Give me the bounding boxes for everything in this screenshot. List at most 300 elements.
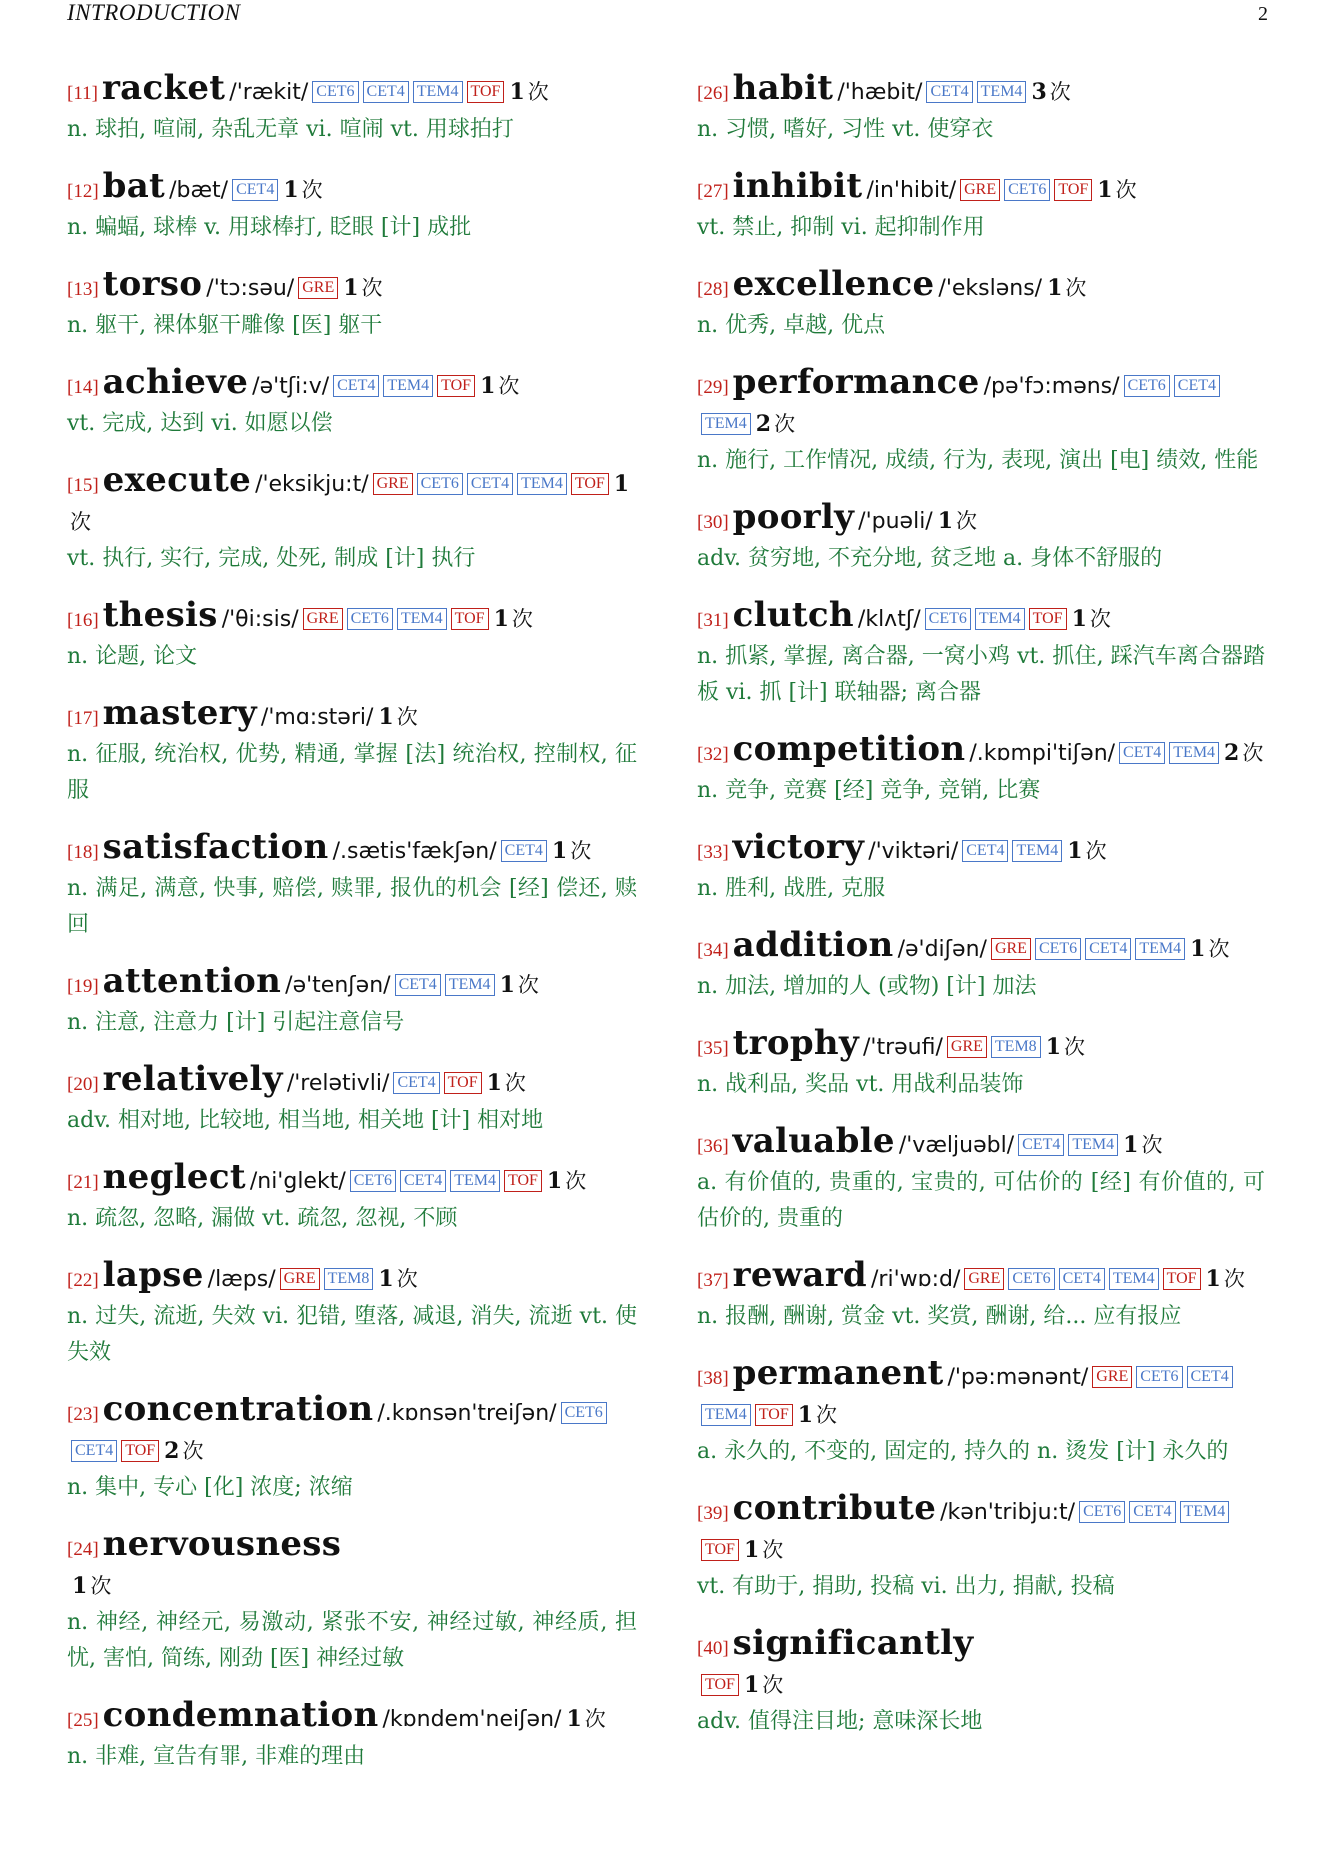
entry-number: [12] bbox=[67, 181, 99, 202]
count-unit: 次 bbox=[396, 1267, 418, 1291]
occurrence-count: 1 bbox=[1045, 1034, 1061, 1060]
exam-tag: CET4 bbox=[71, 1440, 117, 1462]
entry-pronunciation: /'mɑ:stəri/ bbox=[260, 705, 374, 730]
exam-tag: GRE bbox=[964, 1268, 1004, 1290]
occurrence-count: 1 bbox=[937, 508, 954, 534]
exam-tag: CET6 bbox=[925, 608, 971, 630]
occurrence-count: 1 bbox=[1067, 838, 1083, 864]
entry-headline bbox=[697, 927, 1265, 969]
occurrence-count: 1 bbox=[378, 704, 394, 730]
entry-pronunciation: /.kɒnsən'treiʃən/ bbox=[377, 1401, 557, 1426]
entry-definition: n. 胜利, 战胜, 克服 bbox=[697, 876, 886, 901]
vocab-entry bbox=[697, 70, 1265, 148]
entry-word: performance bbox=[732, 362, 980, 402]
vocab-entry bbox=[697, 168, 1265, 246]
entry-headline bbox=[67, 1257, 637, 1299]
exam-tag: TOF bbox=[467, 81, 505, 103]
page-number: 2 bbox=[1258, 3, 1268, 25]
entry-word: execute bbox=[102, 460, 252, 500]
exam-tag: TEM4 bbox=[1068, 1134, 1118, 1156]
count-unit: 次 bbox=[956, 509, 978, 533]
entry-pronunciation: /'pə:mənənt/ bbox=[947, 1365, 1089, 1390]
exam-tag: CET6 bbox=[312, 81, 358, 103]
entry-pronunciation: /klʌtʃ/ bbox=[857, 607, 921, 632]
occurrence-count: 1 bbox=[546, 1168, 563, 1194]
entry-number: [33] bbox=[697, 842, 729, 863]
entry-definition: n. 优秀, 卓越, 优点 bbox=[697, 313, 886, 338]
occurrence-count: 1 bbox=[1071, 606, 1087, 632]
entry-word: trophy bbox=[732, 1023, 860, 1063]
entry-definition: a. 有价值的, 贵重的, 宝贵的, 可估价的 [经] 有价值的, 可估价的, 贵重的 bbox=[697, 1170, 1265, 1231]
exam-tag: CET6 bbox=[350, 1170, 396, 1192]
exam-tag: CET4 bbox=[400, 1170, 446, 1192]
entry-definition: n. 非难, 宣告有罪, 非难的理由 bbox=[67, 1744, 366, 1769]
vocab-entry bbox=[67, 364, 637, 442]
count-unit: 次 bbox=[570, 839, 592, 863]
exam-tag: CET4 bbox=[1129, 1501, 1175, 1523]
entry-word: attention bbox=[102, 961, 282, 1001]
exam-tag: TEM4 bbox=[975, 608, 1025, 630]
entry-definition: n. 竞争, 竞赛 [经] 竞争, 竞销, 比赛 bbox=[697, 778, 1041, 803]
occurrence-count: 1 bbox=[486, 1070, 502, 1096]
entry-pronunciation: /'hæbit/ bbox=[837, 80, 923, 105]
exam-tag: CET6 bbox=[1035, 938, 1081, 960]
entry-number: [28] bbox=[697, 279, 729, 300]
exam-tag: CET6 bbox=[417, 473, 463, 495]
entry-definition: n. 神经, 神经元, 易激动, 紧张不安, 神经过敏, 神经质, 担忧, 害怕, 简练, 刚劲 [医] 神经过敏 bbox=[67, 1610, 637, 1671]
entry-pronunciation: /'trəufi/ bbox=[863, 1035, 943, 1060]
vocab-entry bbox=[67, 1697, 637, 1775]
entry-word: addition bbox=[732, 925, 894, 965]
entry-headline bbox=[697, 266, 1265, 308]
exam-tag: TEM4 bbox=[397, 608, 447, 630]
occurrence-count: 1 bbox=[480, 373, 496, 399]
exam-tag: CET6 bbox=[1004, 179, 1050, 201]
exam-tag: TEM4 bbox=[445, 974, 495, 996]
count-unit: 次 bbox=[1208, 937, 1230, 961]
entry-pronunciation: /'rækit/ bbox=[229, 80, 309, 105]
vocab-entry bbox=[67, 1159, 637, 1237]
exam-tag: CET4 bbox=[1018, 1134, 1064, 1156]
exam-tag: TEM4 bbox=[977, 81, 1027, 103]
entry-headline bbox=[697, 168, 1265, 210]
entry-word: reward bbox=[732, 1255, 867, 1295]
occurrence-count: 2 bbox=[164, 1438, 180, 1464]
entry-word: permanent bbox=[732, 1353, 944, 1393]
count-unit: 次 bbox=[565, 1169, 587, 1193]
exam-tag: CET6 bbox=[347, 608, 393, 630]
entry-word: habit bbox=[732, 68, 834, 108]
entry-pronunciation: /'viktəri/ bbox=[868, 839, 959, 864]
vocab-entry bbox=[67, 1526, 637, 1677]
exam-tag: CET6 bbox=[1124, 375, 1170, 397]
count-unit: 次 bbox=[498, 374, 520, 398]
vocab-entry bbox=[67, 829, 637, 943]
entry-definition: n. 征服, 统治权, 优势, 精通, 掌握 [法] 统治权, 控制权, 征服 bbox=[67, 742, 637, 803]
entry-number: [16] bbox=[67, 610, 99, 631]
occurrence-count: 2 bbox=[1224, 740, 1240, 766]
entry-number: [40] bbox=[697, 1638, 729, 1659]
entry-number: [20] bbox=[67, 1074, 99, 1095]
entry-pronunciation: /bæt/ bbox=[169, 178, 229, 203]
entry-word: poorly bbox=[732, 497, 855, 537]
entry-headline bbox=[67, 1391, 637, 1470]
occurrence-count: 3 bbox=[1031, 79, 1047, 105]
vocab-entry bbox=[697, 1257, 1265, 1335]
entry-headline bbox=[67, 829, 637, 871]
entry-pronunciation: /ə'tʃi:v/ bbox=[252, 374, 330, 399]
vocab-entry bbox=[67, 1391, 637, 1506]
occurrence-count: 1 bbox=[493, 606, 509, 632]
entry-word: competition bbox=[732, 729, 966, 769]
vocab-entry bbox=[67, 168, 637, 246]
exam-tag: CET4 bbox=[1174, 375, 1220, 397]
entry-word: victory bbox=[732, 827, 865, 867]
entry-number: [19] bbox=[67, 976, 99, 997]
entry-definition: n. 疏忽, 忽略, 漏做 vt. 疏忽, 忽视, 不顾 bbox=[67, 1206, 458, 1231]
entry-definition: n. 满足, 满意, 快事, 赔偿, 赎罪, 报仇的机会 [经] 偿还, 赎回 bbox=[67, 876, 637, 937]
entry-headline bbox=[67, 597, 637, 639]
occurrence-count: 1 bbox=[509, 79, 525, 105]
entry-headline bbox=[697, 499, 1265, 541]
entry-headline bbox=[697, 1490, 1265, 1569]
count-unit: 次 bbox=[1049, 80, 1071, 104]
occurrence-count: 1 bbox=[378, 1266, 394, 1292]
entry-word: relatively bbox=[102, 1059, 283, 1099]
left-column bbox=[67, 70, 637, 1795]
entry-word: mastery bbox=[102, 693, 257, 733]
entry-word: significantly bbox=[732, 1623, 974, 1663]
entry-number: [13] bbox=[67, 279, 99, 300]
entry-definition: n. 躯干, 裸体躯干雕像 [医] 躯干 bbox=[67, 313, 383, 338]
exam-tag: GRE bbox=[280, 1268, 320, 1290]
occurrence-count: 1 bbox=[1205, 1266, 1221, 1292]
entry-number: [38] bbox=[697, 1368, 729, 1389]
entry-pronunciation: /kɒndem'neiʃən/ bbox=[382, 1707, 562, 1732]
exam-tag: TEM4 bbox=[1135, 938, 1185, 960]
entry-number: [23] bbox=[67, 1404, 99, 1425]
occurrence-count: 1 bbox=[797, 1402, 814, 1428]
entry-word: valuable bbox=[732, 1121, 895, 1161]
entry-definition: adv. 值得注目地; 意味深长地 bbox=[697, 1709, 983, 1734]
count-unit: 次 bbox=[70, 510, 91, 534]
entry-definition: n. 注意, 注意力 [计] 引起注意信号 bbox=[67, 1010, 405, 1035]
entry-word: contribute bbox=[732, 1488, 937, 1528]
exam-tag: GRE bbox=[373, 473, 413, 495]
entry-headline bbox=[697, 1257, 1265, 1299]
occurrence-count: 1 bbox=[283, 177, 299, 203]
exam-tag: TOF bbox=[1029, 608, 1067, 630]
exam-tag: CET4 bbox=[1119, 742, 1165, 764]
count-unit: 次 bbox=[511, 607, 533, 631]
occurrence-count: 1 bbox=[566, 1706, 582, 1732]
entry-pronunciation: /'relətivli/ bbox=[286, 1071, 390, 1096]
exam-tag: GRE bbox=[991, 938, 1031, 960]
vocab-entry bbox=[67, 462, 637, 577]
entry-headline bbox=[67, 462, 637, 541]
entry-headline bbox=[67, 70, 637, 112]
exam-tag: TOF bbox=[444, 1072, 482, 1094]
entry-definition: n. 习惯, 嗜好, 习性 vt. 使穿衣 bbox=[697, 117, 994, 142]
entry-word: torso bbox=[102, 264, 203, 304]
occurrence-count: 1 bbox=[72, 1573, 88, 1599]
entry-headline bbox=[67, 695, 637, 737]
vocab-entry bbox=[67, 266, 637, 344]
entry-headline bbox=[697, 1625, 1265, 1704]
count-unit: 次 bbox=[1064, 1035, 1085, 1059]
entry-number: [34] bbox=[697, 940, 729, 961]
entry-number: [39] bbox=[697, 1503, 729, 1524]
exam-tag: CET4 bbox=[363, 81, 409, 103]
vocab-entry bbox=[67, 1061, 637, 1139]
entry-pronunciation: /ni'glekt/ bbox=[249, 1169, 346, 1194]
vocab-entry bbox=[697, 266, 1265, 344]
exam-tag: TOF bbox=[1163, 1268, 1201, 1290]
exam-tag: CET4 bbox=[926, 81, 972, 103]
exam-tag: CET4 bbox=[1187, 1366, 1233, 1388]
count-unit: 次 bbox=[301, 178, 323, 202]
exam-tag: CET6 bbox=[1079, 1501, 1125, 1523]
count-unit: 次 bbox=[1115, 178, 1137, 202]
vocab-entry bbox=[697, 1355, 1265, 1470]
exam-tag: TOF bbox=[437, 375, 475, 397]
exam-tag: TEM4 bbox=[517, 473, 567, 495]
entry-word: inhibit bbox=[732, 166, 863, 206]
count-unit: 次 bbox=[396, 705, 418, 729]
count-unit: 次 bbox=[517, 973, 539, 997]
entry-word: racket bbox=[101, 68, 226, 108]
exam-tag: CET4 bbox=[395, 974, 441, 996]
entry-number: [15] bbox=[67, 475, 99, 496]
exam-tag: TEM4 bbox=[1169, 742, 1219, 764]
exam-tag: TEM4 bbox=[701, 1404, 751, 1426]
entry-headline bbox=[67, 266, 637, 308]
entry-word: bat bbox=[102, 166, 166, 206]
count-unit: 次 bbox=[361, 276, 383, 300]
entry-pronunciation: /'væljuəbl/ bbox=[898, 1133, 1015, 1158]
entry-pronunciation: /'puəli/ bbox=[858, 509, 933, 534]
entry-definition: vt. 有助于, 捐助, 投稿 vi. 出力, 捐献, 投稿 bbox=[697, 1574, 1115, 1599]
entry-number: [17] bbox=[67, 708, 99, 729]
entry-definition: n. 球拍, 喧闹, 杂乱无章 vi. 喧闹 vt. 用球拍打 bbox=[67, 117, 514, 142]
entry-pronunciation: /'eksikju:t/ bbox=[255, 472, 369, 497]
count-unit: 次 bbox=[762, 1538, 784, 1562]
entry-headline bbox=[67, 1697, 637, 1739]
count-unit: 次 bbox=[504, 1071, 526, 1095]
count-unit: 次 bbox=[1242, 741, 1264, 765]
entry-number: [37] bbox=[697, 1270, 729, 1291]
exam-tag: GRE bbox=[303, 608, 343, 630]
count-unit: 次 bbox=[762, 1673, 784, 1697]
entry-number: [24] bbox=[67, 1539, 99, 1560]
exam-tag: TEM4 bbox=[1109, 1268, 1159, 1290]
entry-word: satisfaction bbox=[102, 827, 329, 867]
entry-headline bbox=[67, 1061, 637, 1103]
entry-definition: adv. 贫穷地, 不充分地, 贫乏地 a. 身体不舒服的 bbox=[697, 546, 1163, 571]
entry-pronunciation: /ə'tenʃən/ bbox=[285, 973, 391, 998]
entry-headline bbox=[697, 1025, 1265, 1067]
entry-headline bbox=[697, 731, 1265, 773]
occurrence-count: 1 bbox=[743, 1537, 760, 1563]
occurrence-count: 1 bbox=[743, 1672, 760, 1698]
entry-headline bbox=[67, 1526, 637, 1605]
exam-tag: CET6 bbox=[561, 1402, 607, 1424]
exam-tag: CET4 bbox=[1059, 1268, 1105, 1290]
entry-pronunciation: /in'hibit/ bbox=[866, 178, 957, 203]
exam-tag: TOF bbox=[121, 1440, 159, 1462]
entry-number: [36] bbox=[697, 1136, 729, 1157]
vocab-entry bbox=[67, 1257, 637, 1371]
vocab-entry bbox=[697, 1490, 1265, 1605]
entry-pronunciation: /.kɒmpi'tiʃən/ bbox=[969, 741, 1116, 766]
exam-tag: GRE bbox=[1092, 1366, 1132, 1388]
entry-number: [29] bbox=[697, 377, 729, 398]
exam-tag: TEM8 bbox=[991, 1036, 1041, 1058]
vocab-entry bbox=[697, 1123, 1265, 1237]
count-unit: 次 bbox=[527, 80, 549, 104]
entry-headline bbox=[67, 364, 637, 406]
occurrence-count: 1 bbox=[499, 972, 515, 998]
entry-definition: vt. 完成, 达到 vi. 如愿以偿 bbox=[67, 411, 333, 436]
occurrence-count: 1 bbox=[343, 275, 359, 301]
entry-definition: adv. 相对地, 比较地, 相当地, 相关地 [计] 相对地 bbox=[67, 1108, 544, 1133]
exam-tag: TOF bbox=[504, 1170, 542, 1192]
entry-definition: vt. 禁止, 抑制 vi. 起抑制作用 bbox=[697, 215, 985, 240]
exam-tag: CET4 bbox=[501, 840, 547, 862]
exam-tag: CET4 bbox=[467, 473, 513, 495]
exam-tag: TEM4 bbox=[1012, 840, 1062, 862]
entry-number: [27] bbox=[697, 181, 729, 202]
vocab-entry bbox=[697, 364, 1265, 479]
vocab-entry bbox=[697, 499, 1265, 577]
entry-number: [26] bbox=[697, 83, 729, 104]
entry-pronunciation: /kən'tribju:t/ bbox=[940, 1500, 1076, 1525]
entry-pronunciation: /ri'wɒ:d/ bbox=[871, 1267, 961, 1292]
entry-headline bbox=[67, 963, 637, 1005]
vocab-entry bbox=[697, 927, 1265, 1005]
count-unit: 次 bbox=[182, 1439, 204, 1463]
vocab-entry bbox=[67, 695, 637, 809]
entry-word: condemnation bbox=[102, 1695, 379, 1735]
entry-word: nervousness bbox=[102, 1524, 342, 1564]
entry-definition: n. 过失, 流逝, 失效 vi. 犯错, 堕落, 减退, 消失, 流逝 vt. 使失效 bbox=[67, 1304, 637, 1365]
occurrence-count: 1 bbox=[1097, 177, 1113, 203]
exam-tag: TEM4 bbox=[450, 1170, 500, 1192]
entry-headline bbox=[67, 1159, 637, 1201]
entry-pronunciation: /pə'fɔ:məns/ bbox=[983, 374, 1120, 399]
count-unit: 次 bbox=[90, 1574, 112, 1598]
vocab-entry bbox=[697, 1625, 1265, 1740]
count-unit: 次 bbox=[1223, 1267, 1245, 1291]
exam-tag: CET4 bbox=[333, 375, 379, 397]
entry-pronunciation: /læps/ bbox=[207, 1267, 276, 1292]
exam-tag: TEM4 bbox=[1180, 1501, 1230, 1523]
exam-tag: TOF bbox=[701, 1539, 739, 1561]
page-header-title: INTRODUCTION bbox=[67, 0, 241, 25]
entry-pronunciation: /'tɔ:səu/ bbox=[206, 276, 295, 301]
entry-definition: n. 抓紧, 掌握, 离合器, 一窝小鸡 vt. 抓住, 踩汽车离合器踏板 vi. 抓 [计] 联轴器; 离合器 bbox=[697, 644, 1265, 705]
entry-definition: n. 集中, 专心 [化] 浓度; 浓缩 bbox=[67, 1475, 353, 1500]
exam-tag: CET4 bbox=[232, 179, 278, 201]
count-unit: 次 bbox=[1085, 839, 1107, 863]
entry-headline bbox=[67, 168, 637, 210]
count-unit: 次 bbox=[816, 1403, 838, 1427]
entry-word: concentration bbox=[102, 1389, 374, 1429]
count-unit: 次 bbox=[1065, 276, 1087, 300]
vocab-entry bbox=[697, 1025, 1265, 1103]
exam-tag: CET6 bbox=[1008, 1268, 1054, 1290]
entry-number: [25] bbox=[67, 1710, 99, 1731]
exam-tag: GRE bbox=[947, 1036, 987, 1058]
page-header bbox=[0, 0, 1322, 40]
occurrence-count: 1 bbox=[1190, 936, 1206, 962]
entry-word: lapse bbox=[102, 1255, 204, 1295]
entry-headline bbox=[697, 1123, 1265, 1165]
exam-tag: TEM4 bbox=[383, 375, 433, 397]
entry-number: [35] bbox=[697, 1038, 729, 1059]
exam-tag: TEM8 bbox=[324, 1268, 374, 1290]
count-unit: 次 bbox=[1089, 607, 1111, 631]
occurrence-count: 2 bbox=[755, 411, 772, 437]
exam-tag: TOF bbox=[755, 1404, 793, 1426]
entry-definition: vt. 执行, 实行, 完成, 处死, 制成 [计] 执行 bbox=[67, 546, 476, 571]
occurrence-count: 1 bbox=[551, 838, 568, 864]
entry-number: [32] bbox=[697, 744, 729, 765]
entry-pronunciation: /.sætis'fækʃən/ bbox=[332, 839, 497, 864]
count-unit: 次 bbox=[1141, 1133, 1163, 1157]
vocab-entry bbox=[67, 70, 637, 148]
entry-word: thesis bbox=[102, 595, 218, 635]
vocab-entry bbox=[67, 963, 637, 1041]
entry-definition: n. 战利品, 奖品 vt. 用战利品装饰 bbox=[697, 1072, 1024, 1097]
entry-definition: a. 永久的, 不变的, 固定的, 持久的 n. 烫发 [计] 永久的 bbox=[697, 1439, 1229, 1464]
entry-word: clutch bbox=[732, 595, 854, 635]
entry-definition: n. 施行, 工作情况, 成绩, 行为, 表现, 演出 [电] 绩效, 性能 bbox=[697, 448, 1259, 473]
occurrence-count: 1 bbox=[1123, 1132, 1139, 1158]
right-column bbox=[697, 70, 1265, 1760]
exam-tag: TOF bbox=[451, 608, 489, 630]
exam-tag: CET6 bbox=[1136, 1366, 1182, 1388]
entry-headline bbox=[697, 829, 1265, 871]
entry-number: [18] bbox=[67, 842, 99, 863]
entry-headline bbox=[697, 364, 1265, 443]
entry-number: [21] bbox=[67, 1172, 99, 1193]
exam-tag: CET4 bbox=[393, 1072, 439, 1094]
entry-definition: n. 加法, 增加的人 (或物) [计] 加法 bbox=[697, 974, 1037, 999]
exam-tag: TOF bbox=[701, 1674, 739, 1696]
exam-tag: TEM4 bbox=[701, 413, 751, 435]
entry-word: achieve bbox=[102, 362, 249, 402]
entry-definition: n. 蝙蝠, 球棒 v. 用球棒打, 眨眼 [计] 成批 bbox=[67, 215, 472, 240]
exam-tag: TOF bbox=[1054, 179, 1092, 201]
entry-number: [22] bbox=[67, 1270, 99, 1291]
entry-word: excellence bbox=[732, 264, 935, 304]
exam-tag: CET4 bbox=[1085, 938, 1131, 960]
entry-headline bbox=[697, 597, 1265, 639]
entry-pronunciation: /'θi:sis/ bbox=[221, 607, 299, 632]
count-unit: 次 bbox=[774, 412, 796, 436]
exam-tag: GRE bbox=[298, 277, 338, 299]
entry-definition: n. 报酬, 酬谢, 赏金 vt. 奖赏, 酬谢, 给... 应有报应 bbox=[697, 1304, 1182, 1329]
entry-word: neglect bbox=[102, 1157, 246, 1197]
entry-number: [30] bbox=[697, 512, 729, 533]
count-unit: 次 bbox=[584, 1707, 606, 1731]
entry-number: [31] bbox=[697, 610, 729, 631]
occurrence-count: 1 bbox=[1047, 275, 1063, 301]
vocab-entry bbox=[697, 829, 1265, 907]
entry-definition: n. 论题, 论文 bbox=[67, 644, 198, 669]
entry-headline bbox=[697, 70, 1265, 112]
